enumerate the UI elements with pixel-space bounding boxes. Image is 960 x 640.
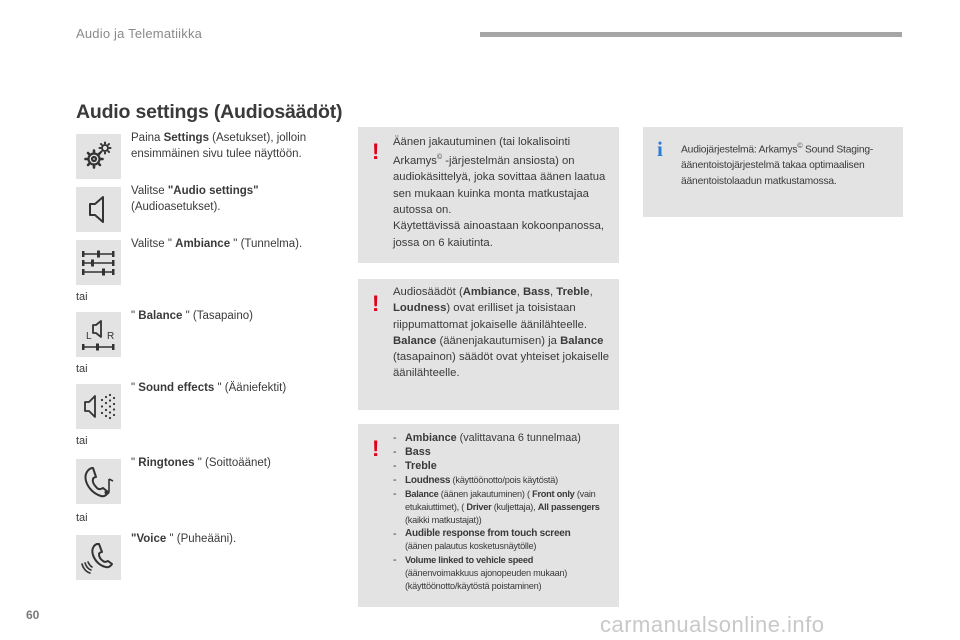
list-item: - Bass — [393, 446, 431, 458]
step-settings: Paina Settings (Asetukset), jolloin ensimmäinen sivu tulee näyttöön. — [131, 132, 307, 160]
ambiance-icon-box[interactable] — [76, 240, 121, 285]
step-balance: " Balance " (Tasapaino) — [131, 310, 253, 322]
watermark: carmanualsonline.info — [600, 612, 825, 637]
or-label: tai — [76, 512, 88, 524]
header-title: Audio ja Telematiikka — [76, 26, 203, 41]
voice-icon-box[interactable] — [76, 535, 121, 580]
balance-icon-box[interactable] — [76, 312, 121, 357]
note-text: Äänen jakautuminen (tai lokalisointi Arkamys© -järjestelmän ansiosta) on audiokäsittelyä, joka sovittaa äänen laatua sen mukaan kuinka monta matkustajaa autossa on. Käytettävissä ainoastaan kokoonpanossa, jossa on 6 kaiutinta. — [393, 136, 606, 249]
warning-icon: ! — [372, 139, 380, 164]
warning-icon: ! — [372, 436, 380, 461]
list-item: - Audible response from touch screen (äänen palautus kosketusnäytölle) — [393, 528, 571, 551]
list-item: - Volume linked to vehicle speed (äänenvoimakkuus ajonopeuden mukaan) (käyttöönotto/käytöstä poistaminen) — [393, 554, 568, 591]
gear-icon — [76, 134, 121, 179]
warning-note-audio-settings — [358, 279, 619, 410]
step-ringtones: " Ringtones " (Soittoäänet) — [131, 457, 271, 469]
info-icon: i — [657, 137, 663, 161]
step-sound-effects: " Sound effects " (Ääniefektit) — [131, 382, 287, 394]
sound-effects-icon — [76, 384, 121, 429]
step-ambiance: Valitse " Ambiance " (Tunnelma). — [131, 238, 303, 250]
warning-note-sound-staging — [358, 127, 619, 263]
settings-icon-box[interactable] — [76, 134, 121, 179]
step-audio-settings: Valitse "Audio settings" (Audioasetukset). — [131, 185, 259, 213]
list-item: - Ambiance (valittavana 6 tunnelmaa) — [393, 432, 581, 444]
info-note-arkamys — [643, 127, 903, 217]
warning-icon: ! — [372, 291, 380, 316]
speaker-icon — [76, 187, 121, 232]
balance-right-label: R — [107, 331, 115, 342]
warning-note-settings-list — [358, 424, 619, 607]
step-voice: "Voice " (Puheääni). — [131, 533, 237, 545]
info-text: Audiojärjestelmä: Arkamys© Sound Staging-äänentoistojärjestelmä takaa optimaalisen äänentoistolaadun matkustamossa. — [681, 143, 874, 188]
list-item: - Balance (äänen jakautuminen) ( Front only (vain etukaiuttimet), ( Driver (kuljettaja), All passengers (kaikki matkustajat)) — [393, 488, 600, 525]
section-title: Audio settings (Audiosäädöt) — [76, 101, 343, 123]
balance-icon — [76, 312, 121, 357]
balance-left-label: L — [86, 331, 92, 342]
header-bar — [480, 32, 902, 37]
audio-settings-icon-box[interactable] — [76, 187, 121, 232]
or-label: tai — [76, 363, 88, 375]
list-item: - Treble — [393, 460, 437, 472]
page-number: 60 — [26, 608, 40, 622]
list-item: - Loudness (käyttöönotto/pois käytöstä) — [393, 474, 558, 486]
note-text: Audiosäädöt (Ambiance, Bass, Treble, Loudness) ovat erilliset ja toisistaan riippumattomat jokaiselle äänilähteelle. Balance (äänenjakautumisen) ja Balance (tasapainon) säädöt ovat yhteiset jokaiselle äänilähteelle. — [393, 286, 610, 380]
voice-icon — [76, 535, 121, 580]
settings-list — [393, 432, 613, 594]
or-label: tai — [76, 291, 88, 303]
sound-effects-icon-box[interactable] — [76, 384, 121, 429]
ringtones-icon-box[interactable] — [76, 459, 121, 504]
or-label: tai — [76, 435, 88, 447]
equalizer-icon — [76, 240, 121, 285]
ringtone-phone-icon — [76, 459, 121, 504]
